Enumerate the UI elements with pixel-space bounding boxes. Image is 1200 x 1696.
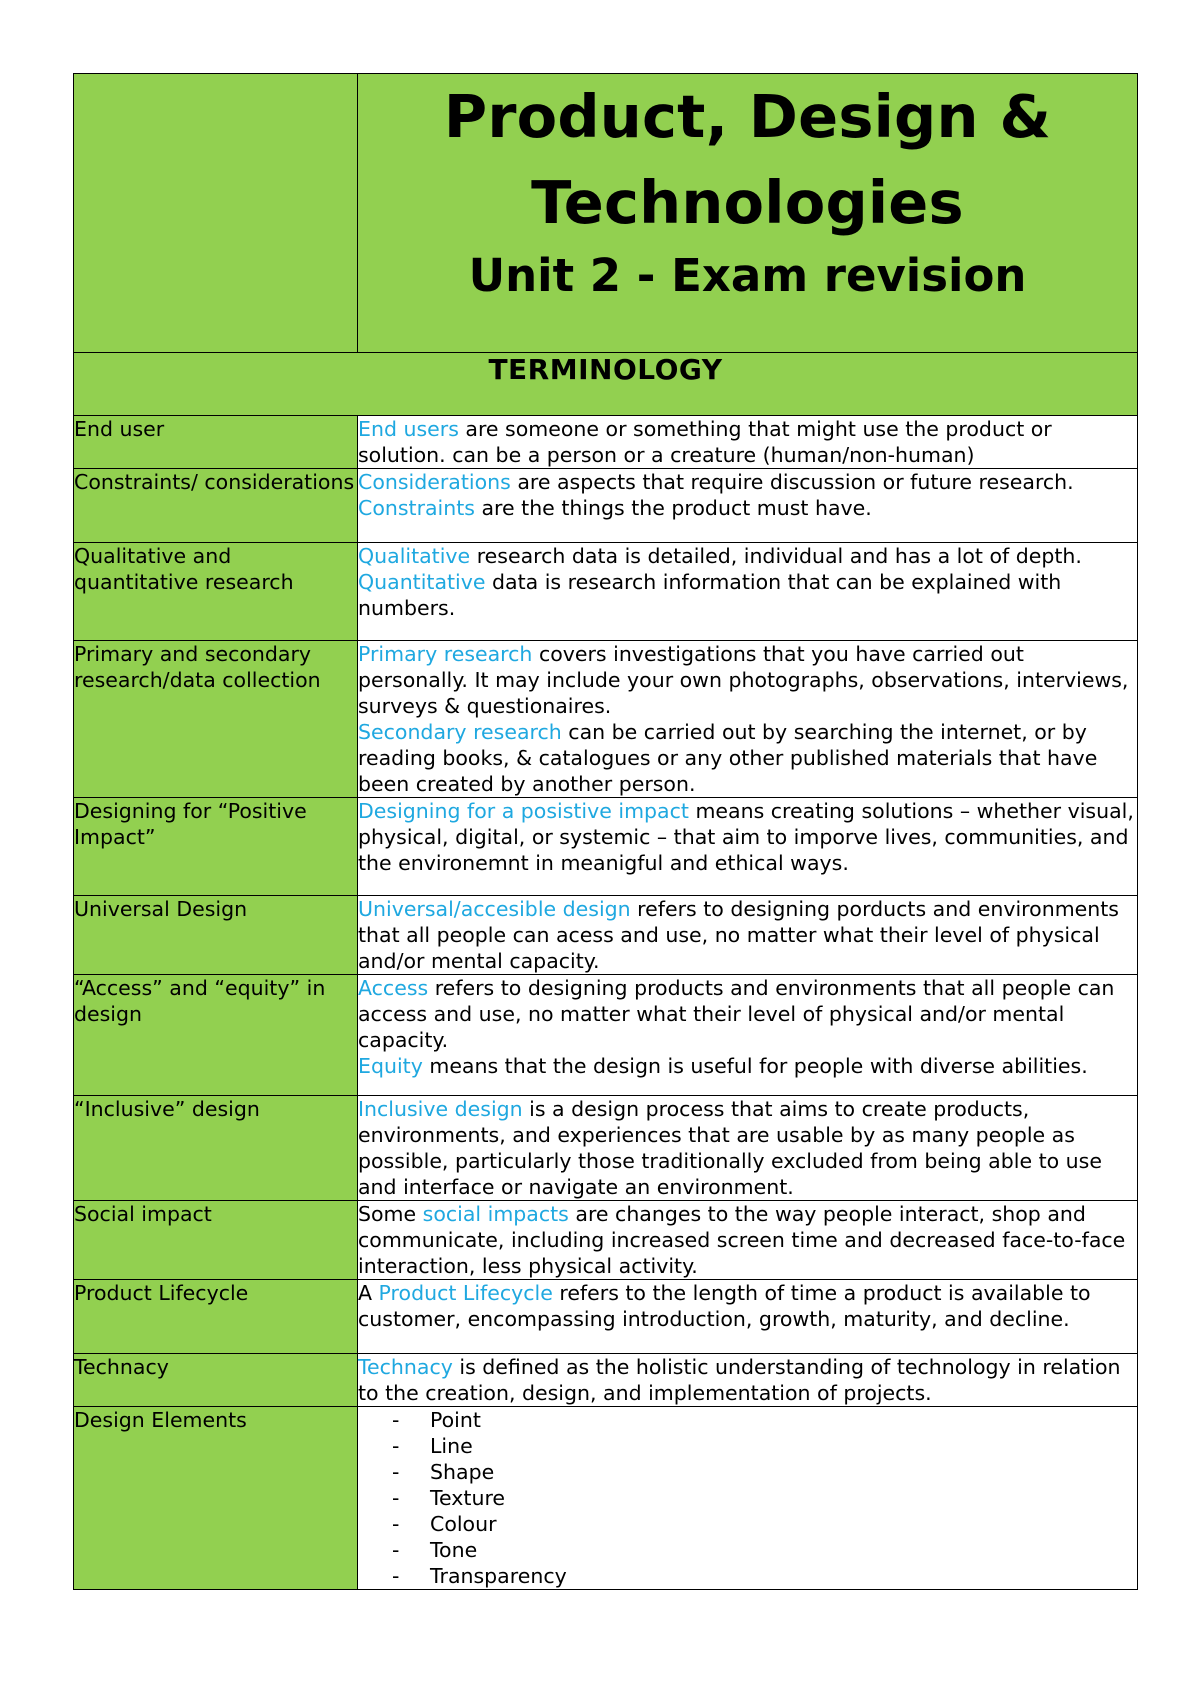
list-item-text: Line bbox=[430, 1434, 473, 1458]
definition-keyword: Designing for a posistive impact bbox=[358, 799, 689, 823]
list-item bbox=[358, 1537, 1137, 1563]
definition-paragraph bbox=[358, 469, 1137, 495]
list-dash-marker: - bbox=[392, 1564, 400, 1588]
header-title-cell bbox=[358, 74, 1138, 353]
list-dash-marker: - bbox=[392, 1460, 400, 1484]
header-blank-cell bbox=[74, 74, 358, 353]
definition-text: are someone or something that might use the product or solution. can be a person or a creature (human/non-human) bbox=[358, 417, 1052, 467]
definition-keyword: Quantitative bbox=[358, 570, 486, 594]
term-row bbox=[74, 798, 1138, 896]
definition-text: can be carried out by searching the internet, or by reading books, & catalogues or any other published materials that have been created by another person. bbox=[358, 720, 1098, 796]
definition-text: are changes to the way people interact, shop and communicate, including increased screen time and decreased face-to-face interaction, less physical activity. bbox=[358, 1202, 1126, 1278]
definition-text: refers to the length of time a product is available to customer, encompassing introduction, growth, maturity, and decline. bbox=[358, 1281, 1091, 1331]
definition-keyword: Inclusive design bbox=[358, 1097, 523, 1121]
term-row bbox=[74, 1280, 1138, 1354]
definition-keyword: Considerations bbox=[358, 470, 511, 494]
list-dash-marker: - bbox=[392, 1408, 400, 1432]
definition-text: research data is detailed, individual and has a lot of depth. bbox=[470, 544, 1082, 568]
term-row bbox=[74, 543, 1138, 641]
definition-paragraph bbox=[358, 569, 1137, 621]
list-item-text: Texture bbox=[430, 1486, 506, 1510]
definition-keyword: social impacts bbox=[422, 1202, 569, 1226]
design-elements-list bbox=[358, 1407, 1137, 1589]
term-label: Design Elements bbox=[74, 1407, 358, 1590]
term-row bbox=[74, 1354, 1138, 1407]
definition-paragraph bbox=[358, 416, 1137, 468]
section-heading: TERMINOLOGY bbox=[74, 353, 1138, 416]
list-item-text: Shape bbox=[430, 1460, 495, 1484]
definition-keyword: Access bbox=[358, 976, 429, 1000]
definition-keyword: Secondary research bbox=[358, 720, 562, 744]
definition-keyword: Technacy bbox=[358, 1355, 453, 1379]
list-item bbox=[358, 1485, 1137, 1511]
document-title-line-2: Technologies bbox=[531, 168, 964, 237]
term-row bbox=[74, 896, 1138, 975]
term-label: Primary and secondary research/data collection bbox=[74, 641, 358, 798]
definition-text: data is research information that can be explained with numbers. bbox=[358, 570, 1062, 620]
definition-paragraph bbox=[358, 1354, 1137, 1406]
definition-text: is defined as the holistic understanding of technology in relation to the creation, design, and implementation of projects. bbox=[358, 1355, 1121, 1405]
list-item-text: Point bbox=[430, 1408, 481, 1432]
section-heading-row bbox=[74, 353, 1138, 416]
definition-paragraph bbox=[358, 495, 1137, 521]
term-label: “Access” and “equity” in design bbox=[74, 975, 358, 1096]
document-subtitle: Unit 2 - Exam revision bbox=[468, 249, 1027, 302]
definition-prefix: Some bbox=[358, 1202, 423, 1226]
list-dash-marker: - bbox=[392, 1486, 400, 1510]
term-row bbox=[74, 416, 1138, 469]
term-definition bbox=[358, 1201, 1138, 1280]
definition-paragraph bbox=[358, 543, 1137, 569]
list-dash-marker: - bbox=[392, 1512, 400, 1536]
definition-paragraph bbox=[358, 1096, 1137, 1200]
term-label: Technacy bbox=[74, 1354, 358, 1407]
term-definition bbox=[358, 896, 1138, 975]
term-definition bbox=[358, 798, 1138, 896]
term-label: End user bbox=[74, 416, 358, 469]
revision-table bbox=[73, 73, 1138, 1590]
definition-paragraph bbox=[358, 1280, 1137, 1332]
term-definition bbox=[358, 469, 1138, 543]
term-definition bbox=[358, 543, 1138, 641]
term-label: Qualitative and quantitative research bbox=[74, 543, 358, 641]
definition-paragraph bbox=[358, 975, 1137, 1053]
definition-text: are aspects that require discussion or future research. bbox=[510, 470, 1074, 494]
list-item bbox=[358, 1433, 1137, 1459]
term-label: “Inclusive” design bbox=[74, 1096, 358, 1201]
definition-paragraph bbox=[358, 1053, 1137, 1079]
definition-keyword: End users bbox=[358, 417, 459, 441]
definition-prefix: A bbox=[358, 1281, 379, 1305]
definition-text: are the things the product must have. bbox=[474, 496, 872, 520]
definition-keyword: Qualitative bbox=[358, 544, 471, 568]
definition-keyword: Universal/accesible design bbox=[358, 897, 631, 921]
definition-text: means creating solutions – whether visual, physical, digital, or systemic – that aim to imporve lives, communities, and the environemnt in meanigful and ethical ways. bbox=[358, 799, 1134, 875]
term-label: Social impact bbox=[74, 1201, 358, 1280]
definition-paragraph bbox=[358, 641, 1137, 719]
list-item bbox=[358, 1563, 1137, 1589]
list-dash-marker: - bbox=[392, 1538, 400, 1562]
term-row bbox=[74, 975, 1138, 1096]
list-item bbox=[358, 1511, 1137, 1537]
term-row bbox=[74, 1201, 1138, 1280]
term-row bbox=[74, 469, 1138, 543]
definition-text: is a design process that aims to create products, environments, and experiences that are usable by as many people as possible, particularly those traditionally excluded from being able to use and interface or navigate an environment. bbox=[358, 1097, 1102, 1199]
list-item bbox=[358, 1459, 1137, 1485]
term-row bbox=[74, 1096, 1138, 1201]
term-definition bbox=[358, 641, 1138, 798]
term-row bbox=[74, 641, 1138, 798]
definition-paragraph bbox=[358, 896, 1137, 974]
list-item-text: Tone bbox=[430, 1538, 478, 1562]
list-dash-marker: - bbox=[392, 1434, 400, 1458]
definition-keyword: Primary research bbox=[358, 642, 533, 666]
list-item bbox=[358, 1407, 1137, 1433]
document-title-line-1: Product, Design & bbox=[443, 82, 1052, 151]
list-item-text: Colour bbox=[430, 1512, 497, 1536]
term-definition bbox=[358, 1407, 1138, 1590]
term-definition bbox=[358, 1280, 1138, 1354]
term-label: Product Lifecycle bbox=[74, 1280, 358, 1354]
list-item-text: Transparency bbox=[430, 1564, 567, 1588]
definition-paragraph bbox=[358, 1201, 1137, 1279]
term-label: Universal Design bbox=[74, 896, 358, 975]
definition-text: means that the design is useful for people with diverse abilities. bbox=[422, 1054, 1088, 1078]
definition-keyword: Equity bbox=[358, 1054, 423, 1078]
definition-text: covers investigations that you have carried out personally. It may include your own photographs, observations, interviews, surveys & questionaires. bbox=[358, 642, 1129, 718]
term-label: Designing for “Positive Impact” bbox=[74, 798, 358, 896]
definition-text: refers to designing products and environments that all people can access and use, no matter what their level of physical and/or mental capacity. bbox=[358, 976, 1115, 1052]
definition-paragraph bbox=[358, 719, 1137, 797]
term-definition bbox=[358, 1354, 1138, 1407]
header-row bbox=[74, 74, 1138, 353]
definition-paragraph bbox=[358, 798, 1137, 876]
term-row bbox=[74, 1407, 1138, 1590]
definition-text: refers to designing porducts and environments that all people can acess and use, no matter what their level of physical and/or mental capacity. bbox=[358, 897, 1119, 973]
definition-keyword: Product Lifecycle bbox=[378, 1281, 553, 1305]
definition-keyword: Constraints bbox=[358, 496, 475, 520]
term-definition bbox=[358, 1096, 1138, 1201]
term-label: Constraints/ considerations bbox=[74, 469, 358, 543]
term-definition bbox=[358, 975, 1138, 1096]
term-definition bbox=[358, 416, 1138, 469]
